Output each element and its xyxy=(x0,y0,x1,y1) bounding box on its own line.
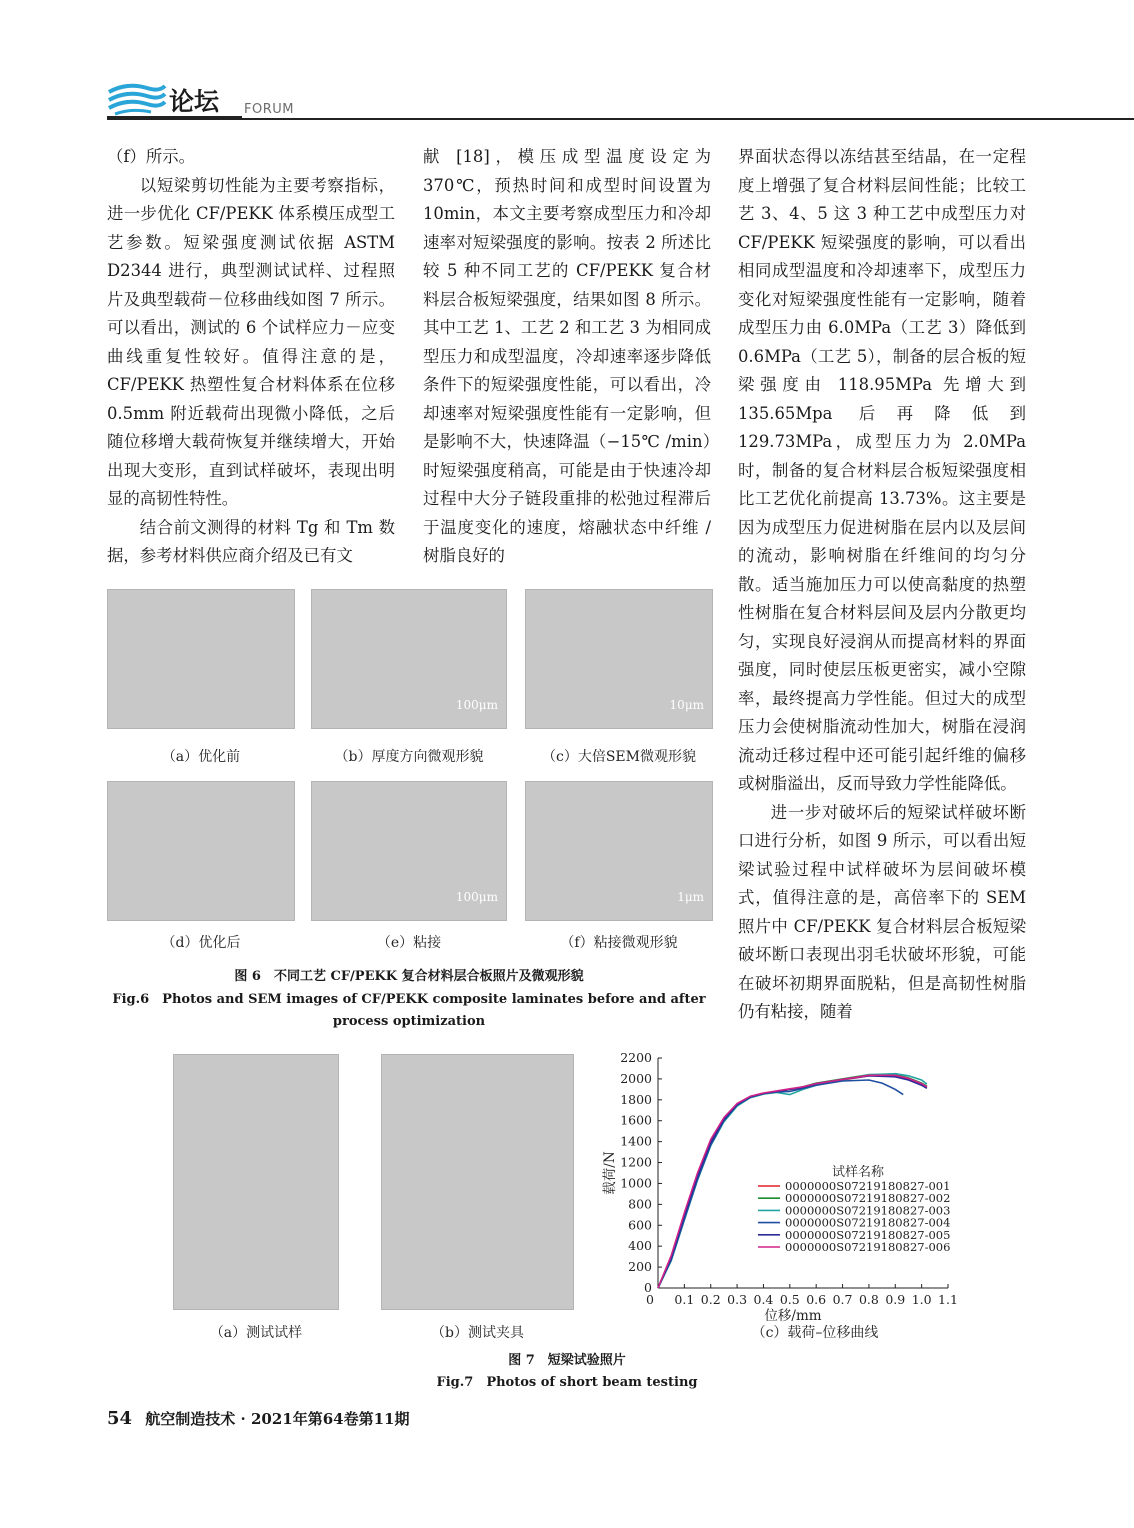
fig6e-photo xyxy=(311,781,507,921)
y-tick-label: 1200 xyxy=(620,1154,652,1170)
text-column-3 xyxy=(738,143,1026,1027)
scale-bar-label: 1μm xyxy=(677,890,704,904)
y-tick-label: 1600 xyxy=(620,1112,652,1128)
legend-label: 0000000S07219180827-004 xyxy=(785,1215,951,1230)
x-tick-label: 0.4 xyxy=(753,1292,774,1307)
forum-logo-icon xyxy=(107,80,167,120)
x-tick-label: 0.9 xyxy=(885,1292,906,1307)
fig6d-caption: （d）优化后 xyxy=(161,935,241,951)
fig6-title-en-line2: process optimization xyxy=(332,1014,486,1029)
fig7-title-en: Fig.7 Photos of short beam testing xyxy=(436,1375,698,1390)
section-title-en: FORUM xyxy=(244,102,294,117)
x-tick-label: 0.5 xyxy=(779,1292,800,1307)
x-tick-label: 0.6 xyxy=(806,1292,827,1307)
fig7a-photo xyxy=(173,1054,339,1310)
x-tick-label: 0.3 xyxy=(727,1292,748,1307)
fig6a-caption: （a）优化前 xyxy=(161,749,241,765)
fig6-title-cn: 图 6 不同工艺 CF/PEKK 复合材料层合板照片及微观形貌 xyxy=(234,969,584,984)
y-tick-label: 200 xyxy=(628,1259,652,1275)
y-tick-label: 1400 xyxy=(620,1133,652,1149)
load-displacement-chart xyxy=(600,1048,990,1328)
text-column-2 xyxy=(423,143,711,571)
legend-title: 试样名称 xyxy=(831,1165,885,1180)
y-tick-label: 800 xyxy=(628,1196,652,1212)
paragraph: 以短梁剪切性能为主要考察指标，进一步优化 CF/PEKK 体系模压成型工艺参数。短梁强度测试依据 ASTM D2344 进行，典型测试试样、过程照片及典型载荷－位移曲线如图 7 所示。可以看出，测试的 6 个试样应力－应变曲线重复性较好。值得注意的是，CF/PEKK 热塑性复合材料体系在位移 0.5mm 附近载荷出现微小降低，之后随位移增大载荷恢复并继续增大，开始出现大变形，直到试样破坏，表现出明显的高韧性特性。 xyxy=(107,175,395,508)
scale-bar-label: 100μm xyxy=(455,698,498,712)
x-tick-label: 0.8 xyxy=(858,1292,879,1307)
x-tick-label: 0.2 xyxy=(700,1292,721,1307)
x-tick-label: 1.1 xyxy=(938,1292,958,1307)
y-tick-label: 2000 xyxy=(620,1070,652,1086)
header-rule xyxy=(107,118,1134,120)
page-number: 54 xyxy=(107,1408,133,1429)
paragraph: 献 [18]，模压成型温度设定为 370℃，预热时间和成型时间设置为 10min，本文主要考察成型压力和冷却速率对短梁强度的影响。按表 2 所述比较 5 种不同工艺的 CF/PEKK 复合材料层合板短梁强度，结果如图 8 所示。其中工艺 1、工艺 2 和工艺 3 为相同成型压力和成型温度，冷却速率逐步降低条件下的短梁强度性能，可以看出，冷却速率对短梁强度性能有一定影响，但是影响不大，快速降温（−15℃ /min）时短梁强度稍高，可能是由于快速冷却过程中大分子链段重排的松弛过程滞后于温度变化的速度，熔融状态中纤维 / 树脂良好的 xyxy=(423,147,711,565)
fig6b-photo xyxy=(311,589,507,729)
section-title: 论坛 xyxy=(169,87,220,116)
scale-bar-label: 10μm xyxy=(669,698,704,712)
x-tick-label: 0.1 xyxy=(674,1292,695,1307)
fig7a-caption: （a）测试试样 xyxy=(209,1325,303,1341)
fig6-title-en-line1: Fig.6 Photos and SEM images of CF/PEKK composite laminates before and after xyxy=(112,992,706,1007)
legend-label: 0000000S07219180827-002 xyxy=(785,1191,951,1206)
fig6c-photo xyxy=(525,589,713,729)
legend-label: 0000000S07219180827-006 xyxy=(785,1240,951,1254)
legend-label: 0000000S07219180827-001 xyxy=(785,1179,951,1193)
fig6e-caption: （e）粘接 xyxy=(376,935,442,951)
fig6c-caption: （c）大倍SEM微观形貌 xyxy=(542,749,696,765)
fig7c-caption: （c）载荷–位移曲线 xyxy=(751,1325,879,1341)
x-tick-label: 1.0 xyxy=(911,1292,932,1307)
y-axis-label: 载荷/N xyxy=(602,1151,618,1195)
legend-label: 0000000S07219180827-003 xyxy=(785,1203,951,1218)
paragraph: 进一步对破坏后的短梁试样破坏断口进行分析，如图 9 所示，可以看出短梁试验过程中试样破坏为层间破坏模式，值得注意的是，高倍率下的 SEM 照片中 CF/PEKK 复合材料层合板短梁破坏断口表现出羽毛状破坏形貌，可能在破坏初期界面脱粘，但是高韧性树脂仍有粘接，随着 xyxy=(738,802,1026,1021)
fig6d-photo xyxy=(107,781,295,921)
fig6f-caption: （f）粘接微观形貌 xyxy=(560,935,678,951)
fig7b-caption: （b）测试夹具 xyxy=(431,1325,524,1341)
y-tick-label: 0 xyxy=(644,1280,652,1295)
x-tick-label: 0 xyxy=(646,1292,654,1307)
fig6b-caption: （b）厚度方向微观形貌 xyxy=(334,749,484,765)
y-tick-label: 400 xyxy=(628,1238,652,1254)
x-tick-label: 0.7 xyxy=(832,1292,853,1307)
fig6f-photo xyxy=(525,781,713,921)
legend-label: 0000000S07219180827-005 xyxy=(785,1227,951,1242)
journal-info: 航空制造技术 · 2021年第64卷第11期 xyxy=(145,1410,410,1428)
text-column-1 xyxy=(107,143,395,571)
x-axis-label: 位移/mm xyxy=(764,1308,822,1324)
scale-bar-label: 100μm xyxy=(455,890,498,904)
paragraph: （f）所示。 xyxy=(107,147,196,166)
fig7b-photo xyxy=(381,1054,574,1310)
fig6a-photo xyxy=(107,589,295,729)
y-tick-label: 1000 xyxy=(620,1175,652,1191)
page-footer xyxy=(107,1408,409,1429)
paragraph: 界面状态得以冻结甚至结晶，在一定程度上增强了复合材料层间性能；比较工艺 3、4、5 这 3 种工艺中成型压力对 CF/PEKK 短梁强度的影响，可以看出相同成型温度和冷却速率下，成型压力变化对短梁强度性能有一定影响，随着成型压力由 6.0MPa（工艺 3）降低到 0.6MPa（工艺 5），制备的层合板的短梁强度由 118.95MPa 先增大到 135.65Mpa 后再降低到 129.73MPa，成型压力为 2.0MPa 时，制备的复合材料层合板短梁强度相比工艺优化前提高 13.73%。这主要是因为成型压力促进树脂在层内以及层间的流动，影响树脂在纤维间的均匀分散。适当施加压力可以使高黏度的热塑性树脂在复合材料层间及层内分散更均匀，实现良好浸润从而提高材料的界面强度，同时使层压板更密实，减小空隙率，最终提高力学性能。但过大的成型压力会使树脂流动性加大，树脂在浸润流动迁移过程中还可能引起纤维的偏移或树脂溢出，反而导致力学性能降低。 xyxy=(738,147,1026,793)
page-header xyxy=(107,80,1134,122)
fig7-title-cn: 图 7 短梁试验照片 xyxy=(508,1353,626,1368)
chart-svg xyxy=(600,1048,990,1328)
paragraph: 结合前文测得的材料 Tg 和 Tm 数据，参考材料供应商介绍及已有文 xyxy=(107,517,395,565)
y-tick-label: 2200 xyxy=(620,1050,652,1065)
y-tick-label: 600 xyxy=(628,1217,652,1233)
y-tick-label: 1800 xyxy=(620,1091,652,1107)
